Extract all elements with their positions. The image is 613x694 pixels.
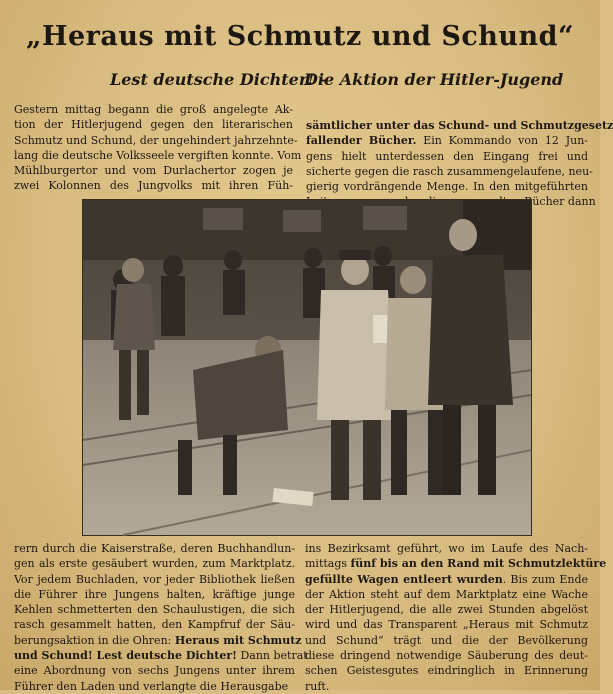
column-bottom-left [14,541,308,694]
text-line: schen Geistesgutes eindringlich in Erinnerung [305,664,588,678]
text-line: sicherte gegen die rasch zusammengelaufene, neu- [306,164,593,178]
text-bold: fünf bis an den Rand mit Schmutzlektüre [350,557,607,571]
text-line: gen als erste gesäubert wurden, zum Marktplatz. [14,557,295,571]
text-line: ruft. [305,679,330,693]
text-line: zwei Kolonnen des Jungvolks mit ihren Füh- [14,179,293,193]
text-line: eine Abordnung von sechs Jungens unter ihrem [14,664,295,678]
text-line: Gestern mittag begann die groß angelegte Ak- [14,103,293,116]
text-line [14,648,308,663]
text-line: die Führer ihre Jungens halten, kräftige junge [14,587,295,601]
column-bottom-right [305,541,607,694]
text-line [306,133,588,148]
subhead-left: Lest deutsche Dichter! – [110,70,328,89]
text-span: Dann betrat [236,649,308,663]
text-line: Kehlen schmetterten den Schaulustigen, die sich [14,603,295,617]
text-line: sämtlicher unter das Schund- und Schmutzgesetz [306,119,613,132]
text-bold: fallender Bücher. [306,134,417,148]
text-line: Schmutz und Schund, der ungehindert jahrzehnte- [14,133,298,147]
text-line: rern durch die Kaiserstraße, deren Buchhandlun- [14,542,295,555]
text-line: Führer den Laden und verlangte die Herausgabe [14,679,289,693]
text-line [305,556,607,571]
text-line [14,633,302,648]
column-top-right [306,118,613,210]
text-line: diese dringend notwendige Säuberung des deut- [305,649,588,663]
text-line: gierig vordrängende Menge. In den mitgeführten [306,180,588,194]
text-line: Bücher dann [524,195,596,209]
text-line: und Schund“ trägt und die der Bevölkerung [305,633,588,647]
text-line: Vor jedem Buchladen, vor jeder Bibliothek ließen [14,572,295,586]
text-span: mittags [305,557,351,571]
text-line: ins Bezirksamt geführt, wo im Laufe des Nach- [305,542,588,555]
text-line: der Aktion steht auf dem Marktplatz eine Wache [305,587,588,601]
text-bold: Heraus mit Schmutz [174,633,302,647]
subhead-right: Die Aktion der Hitler-Jugend [304,70,564,89]
text-line: rasch gesammelt hatten, den Kampfruf der Säu- [14,618,295,632]
text-line [305,572,588,587]
text-line: wird und das Transparent „Heraus mit Schmutz [305,618,588,632]
text-bold: gefüllte Wagen entleert wurden [305,572,503,586]
text-line: Mühlburgertor und vom Durlachertor zogen je [14,164,293,178]
text-span: . Bis zum Ende [502,572,588,586]
headline: „Heraus mit Schmutz und Schund“ [25,21,575,52]
text-span: Ein Kommando von 12 Jun- [416,134,588,148]
news-photo [82,199,532,536]
text-line: lang die deutsche Volksseele vergiften konnte. Vom [14,148,302,162]
column-top-left [14,102,302,194]
text-line: gens hielt unterdessen den Eingang frei und [306,149,588,163]
text-line: der Hitlerjugend, die alle zwei Stunden abgelöst [305,603,588,617]
text-bold: und Schund! Lest deutsche Dichter! [14,649,237,663]
text-span: berungsaktion in die Ohren: [14,633,175,647]
news-photo-illustration [83,200,531,535]
text-line: tion der Hitlerjugend gegen den literarischen [14,118,293,132]
